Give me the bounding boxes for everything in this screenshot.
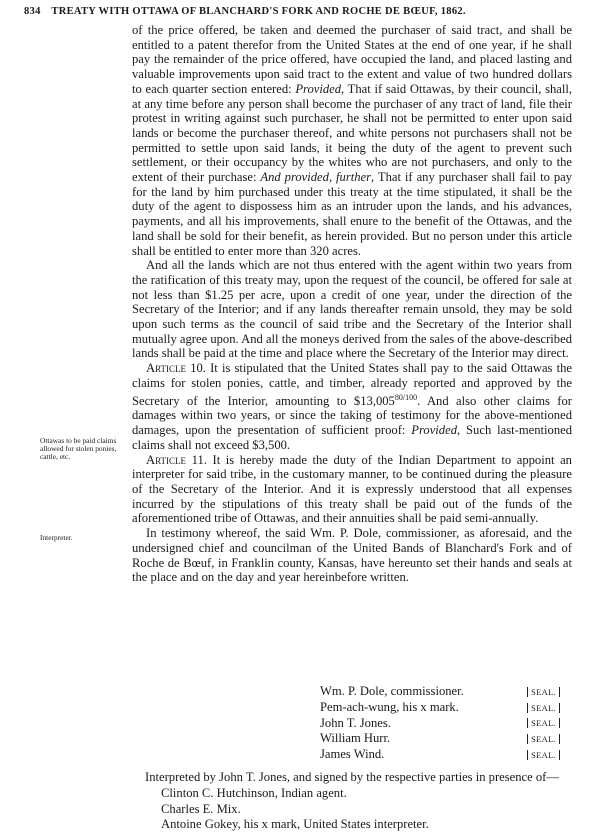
signature-row — [320, 684, 560, 700]
attestation — [145, 770, 575, 833]
signature-row — [320, 731, 560, 747]
seal-mark: SEAL. — [527, 687, 560, 697]
signature-block — [320, 684, 560, 763]
seal-mark: SEAL. — [527, 718, 560, 728]
paragraph-purchase-terms: of the price offered, be taken and deemed the purchaser of said tract, and shall be entitled to a patent therefor from the United States at the end of one year, if he shall pay the remainder of the price offered, have occupied the land, and placed lasting and valuable improvements upon said tract to the extent and value of two hundred dollars to each quarter section entered: Provided, That if said Ottawas, by their council, shall, at any time before any person shall become the purchaser of any tract of land, file their protest in writing against such purchaser, he shall not be permitted to enter upon said lands or become the purchaser thereof, and white persons not purchasers shall not be permitted to settle upon said lands, it being the duty of the agent to prevent such settlement, or their occupancy by the whites who are not purchasers, and only to the extent of their purchase: And provided, further, That if any purchaser shall fail to pay for the land by him purchased under this treaty at the time stipulated, it shall be the duty of the agent to dispossess him as an intruder upon the lands, and his advances, payments, and all his improvements, shall enure to the benefit of the Ottawas, and the land shall be sold for their benefit, as herein provided. But no person under this article shall be entitled to enter more than 320 acres. — [132, 23, 573, 258]
running-title: TREATY WITH OTTAWA OF BLANCHARD'S FORK AND ROCHE DE BŒUF, 1862. — [51, 6, 466, 17]
margin-note-interpreter: Interpreter. — [40, 533, 73, 542]
signatory-name: Pem-ach-wung, his x mark. — [320, 699, 459, 714]
signatory-name: John T. Jones. — [320, 715, 391, 730]
signatory-name: William Hurr. — [320, 731, 391, 746]
signatory-name: Wm. P. Dole, commissioner. — [320, 684, 464, 698]
margin-note-claims: Ottawas to be paid claims allowed for stolen ponies, cattle, etc. — [40, 436, 117, 462]
running-header — [24, 6, 584, 17]
witness: Clinton C. Hutchinson, Indian agent. — [161, 785, 347, 800]
interpreted-by: Interpreted by John T. Jones, and signed by the respective parties in presence of— — [145, 770, 559, 784]
signature-row — [320, 747, 560, 763]
testimony-paragraph: In testimony whereof, the said Wm. P. Dole, commissioner, as aforesaid, and the undersigned chief and councilman of the United Bands of Blanchard's Fork and of Roche de Bœuf, in Franklin county, Kansas, have hereunto set their hands and seals at the place and on the day and year hereinbefore written. — [132, 526, 572, 585]
paragraph-unentered-lands: And all the lands which are not thus entered with the agent within two years from the ratification of this treaty may, upon the request of the council, be offered for sale at not less than $1.25 per acre, upon a credit of one year, under the direction of the Secretary of the Interior; and if any lands thereafter remain unsold, they may be sold upon such terms as the council of said tribe and the Secretary of the Interior shall mutually agree upon. And all the moneys derived from the sales of the above-described lands shall be paid at the time and place where the Secretary of the Interior may direct. — [132, 258, 572, 361]
signature-row — [320, 700, 560, 716]
witness: Antoine Gokey, his x mark, United States interpreter. — [161, 817, 429, 832]
signatory-name: James Wind. — [320, 747, 385, 762]
treaty-body — [132, 23, 572, 585]
page-number: 834 — [24, 6, 41, 17]
seal-mark: SEAL. — [527, 703, 560, 713]
witness: Charles E. Mix. — [161, 801, 241, 816]
seal-mark: SEAL. — [527, 750, 560, 760]
signature-row — [320, 716, 560, 732]
article-11: Article 11. It is hereby made the duty of the Indian Department to appoint an interpreter for said tribe, in the customary manner, to be continued during the pleasure of the Secretary of the Interior. And it is expressly understood that all expenses incurred by the stipulations of this treaty shall be paid out of the funds of the aforementioned tribe of Ottawas, and their annuities shall be paid semi-annually. — [132, 452, 572, 526]
seal-mark: SEAL. — [527, 734, 560, 744]
article-10: Article 10. It is stipulated that the United States shall pay to the said Ottawas the claims for stolen ponies, cattle, and timber, already reported and approved by the Secretary of the Interior, amounting to $\$13,005^{80/100}$. And also other claims for damages within two years, or since the taking of testimony for the above-mentioned damages, upon the presentation of sufficient proof: Provided, Such last-mentioned claims shall not exceed $3,500. — [132, 361, 572, 452]
